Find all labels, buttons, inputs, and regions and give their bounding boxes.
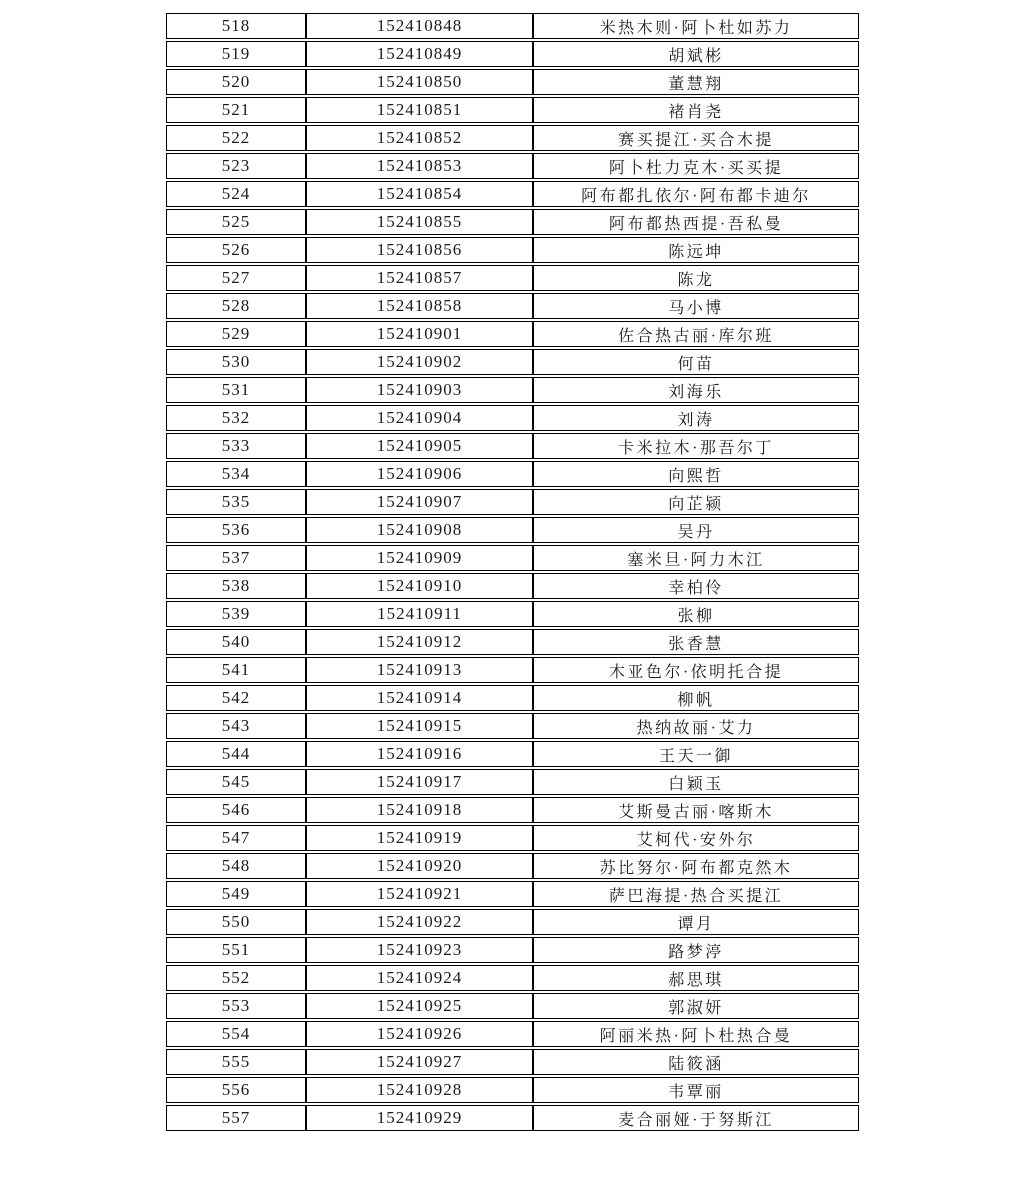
seq-cell: 555 [166,1049,306,1075]
name-cell: 赛买提江·买合木提 [533,125,859,151]
table-row [166,909,859,935]
seq-cell: 551 [166,937,306,963]
id-cell: 152410921 [306,881,533,907]
name-cell: 艾斯曼古丽·喀斯木 [533,797,859,823]
seq-cell: 525 [166,209,306,235]
seq-cell: 550 [166,909,306,935]
table-row [166,461,859,487]
seq-cell: 546 [166,797,306,823]
name-cell: 佐合热古丽·库尔班 [533,321,859,347]
id-cell: 152410910 [306,573,533,599]
seq-cell: 547 [166,825,306,851]
id-cell: 152410905 [306,433,533,459]
seq-cell: 533 [166,433,306,459]
table-row [166,1049,859,1075]
table-row [166,1105,859,1131]
seq-cell: 537 [166,545,306,571]
name-cell: 刘涛 [533,405,859,431]
table-row [166,181,859,207]
name-cell: 褚肖尧 [533,97,859,123]
seq-cell: 532 [166,405,306,431]
table-row [166,13,859,39]
id-cell: 152410923 [306,937,533,963]
table-row [166,685,859,711]
name-cell: 谭月 [533,909,859,935]
id-cell: 152410920 [306,853,533,879]
id-cell: 152410855 [306,209,533,235]
table-row [166,825,859,851]
seq-cell: 527 [166,265,306,291]
id-cell: 152410848 [306,13,533,39]
table-row [166,741,859,767]
name-cell: 阿卜杜力克木·买买提 [533,153,859,179]
name-cell: 柳帆 [533,685,859,711]
table-row [166,937,859,963]
seq-cell: 535 [166,489,306,515]
name-cell: 米热木则·阿卜杜如苏力 [533,13,859,39]
seq-cell: 524 [166,181,306,207]
id-cell: 152410917 [306,769,533,795]
name-cell: 郭淑妍 [533,993,859,1019]
name-cell: 阿布都热西提·吾私曼 [533,209,859,235]
table-row [166,965,859,991]
id-cell: 152410849 [306,41,533,67]
id-cell: 152410906 [306,461,533,487]
seq-cell: 521 [166,97,306,123]
table-row [166,433,859,459]
id-cell: 152410916 [306,741,533,767]
name-cell: 麦合丽娅·于努斯江 [533,1105,859,1131]
id-cell: 152410929 [306,1105,533,1131]
seq-cell: 544 [166,741,306,767]
name-cell: 吴丹 [533,517,859,543]
seq-cell: 538 [166,573,306,599]
name-cell: 艾柯代·安外尔 [533,825,859,851]
id-cell: 152410928 [306,1077,533,1103]
id-cell: 152410915 [306,713,533,739]
table-row [166,97,859,123]
table-row [166,321,859,347]
name-cell: 卡米拉木·那吾尔丁 [533,433,859,459]
id-cell: 152410857 [306,265,533,291]
name-cell: 向熙哲 [533,461,859,487]
seq-cell: 556 [166,1077,306,1103]
table-row [166,489,859,515]
name-cell: 何苗 [533,349,859,375]
name-cell: 韦覃丽 [533,1077,859,1103]
name-cell: 郝思琪 [533,965,859,991]
id-cell: 152410852 [306,125,533,151]
seq-cell: 552 [166,965,306,991]
name-cell: 张香慧 [533,629,859,655]
seq-cell: 553 [166,993,306,1019]
name-cell: 萨巴海提·热合买提江 [533,881,859,907]
id-cell: 152410922 [306,909,533,935]
name-cell: 热纳故丽·艾力 [533,713,859,739]
table-row [166,265,859,291]
id-cell: 152410912 [306,629,533,655]
name-cell: 苏比努尔·阿布都克然木 [533,853,859,879]
table-row [166,293,859,319]
roster-table-body [166,13,859,1131]
seq-cell: 539 [166,601,306,627]
id-cell: 152410856 [306,237,533,263]
seq-cell: 540 [166,629,306,655]
name-cell: 白颖玉 [533,769,859,795]
name-cell: 幸柏伶 [533,573,859,599]
seq-cell: 534 [166,461,306,487]
seq-cell: 526 [166,237,306,263]
id-cell: 152410914 [306,685,533,711]
id-cell: 152410919 [306,825,533,851]
seq-cell: 545 [166,769,306,795]
table-row [166,545,859,571]
id-cell: 152410851 [306,97,533,123]
name-cell: 向芷颍 [533,489,859,515]
name-cell: 阿丽米热·阿卜杜热合曼 [533,1021,859,1047]
id-cell: 152410904 [306,405,533,431]
table-row [166,125,859,151]
seq-cell: 528 [166,293,306,319]
table-row [166,41,859,67]
id-cell: 152410927 [306,1049,533,1075]
seq-cell: 549 [166,881,306,907]
id-cell: 152410901 [306,321,533,347]
id-cell: 152410924 [306,965,533,991]
name-cell: 路梦渟 [533,937,859,963]
table-row [166,405,859,431]
id-cell: 152410853 [306,153,533,179]
table-row [166,657,859,683]
seq-cell: 543 [166,713,306,739]
id-cell: 152410903 [306,377,533,403]
table-row [166,573,859,599]
table-row [166,1077,859,1103]
roster-table-container [166,11,859,1133]
seq-cell: 557 [166,1105,306,1131]
seq-cell: 523 [166,153,306,179]
id-cell: 152410926 [306,1021,533,1047]
table-row [166,769,859,795]
table-row [166,209,859,235]
roster-table [166,11,859,1133]
seq-cell: 529 [166,321,306,347]
table-row [166,629,859,655]
name-cell: 陈龙 [533,265,859,291]
name-cell: 王天一御 [533,741,859,767]
name-cell: 胡斌彬 [533,41,859,67]
table-row [166,853,859,879]
name-cell: 马小博 [533,293,859,319]
name-cell: 陆筱涵 [533,1049,859,1075]
table-row [166,237,859,263]
id-cell: 152410909 [306,545,533,571]
seq-cell: 530 [166,349,306,375]
seq-cell: 541 [166,657,306,683]
name-cell: 陈远坤 [533,237,859,263]
id-cell: 152410911 [306,601,533,627]
id-cell: 152410850 [306,69,533,95]
seq-cell: 542 [166,685,306,711]
id-cell: 152410925 [306,993,533,1019]
table-row [166,69,859,95]
table-row [166,713,859,739]
name-cell: 阿布都扎依尔·阿布都卡迪尔 [533,181,859,207]
table-row [166,881,859,907]
seq-cell: 518 [166,13,306,39]
name-cell: 张柳 [533,601,859,627]
table-row [166,993,859,1019]
table-row [166,349,859,375]
name-cell: 塞米旦·阿力木江 [533,545,859,571]
name-cell: 刘海乐 [533,377,859,403]
id-cell: 152410907 [306,489,533,515]
seq-cell: 520 [166,69,306,95]
id-cell: 152410918 [306,797,533,823]
name-cell: 董慧翔 [533,69,859,95]
id-cell: 152410854 [306,181,533,207]
table-row [166,377,859,403]
table-row [166,153,859,179]
name-cell: 木亚色尔·依明托合提 [533,657,859,683]
id-cell: 152410913 [306,657,533,683]
id-cell: 152410858 [306,293,533,319]
seq-cell: 548 [166,853,306,879]
seq-cell: 519 [166,41,306,67]
table-row [166,1021,859,1047]
table-row [166,797,859,823]
table-row [166,517,859,543]
table-row [166,601,859,627]
id-cell: 152410908 [306,517,533,543]
id-cell: 152410902 [306,349,533,375]
seq-cell: 522 [166,125,306,151]
seq-cell: 554 [166,1021,306,1047]
seq-cell: 531 [166,377,306,403]
seq-cell: 536 [166,517,306,543]
